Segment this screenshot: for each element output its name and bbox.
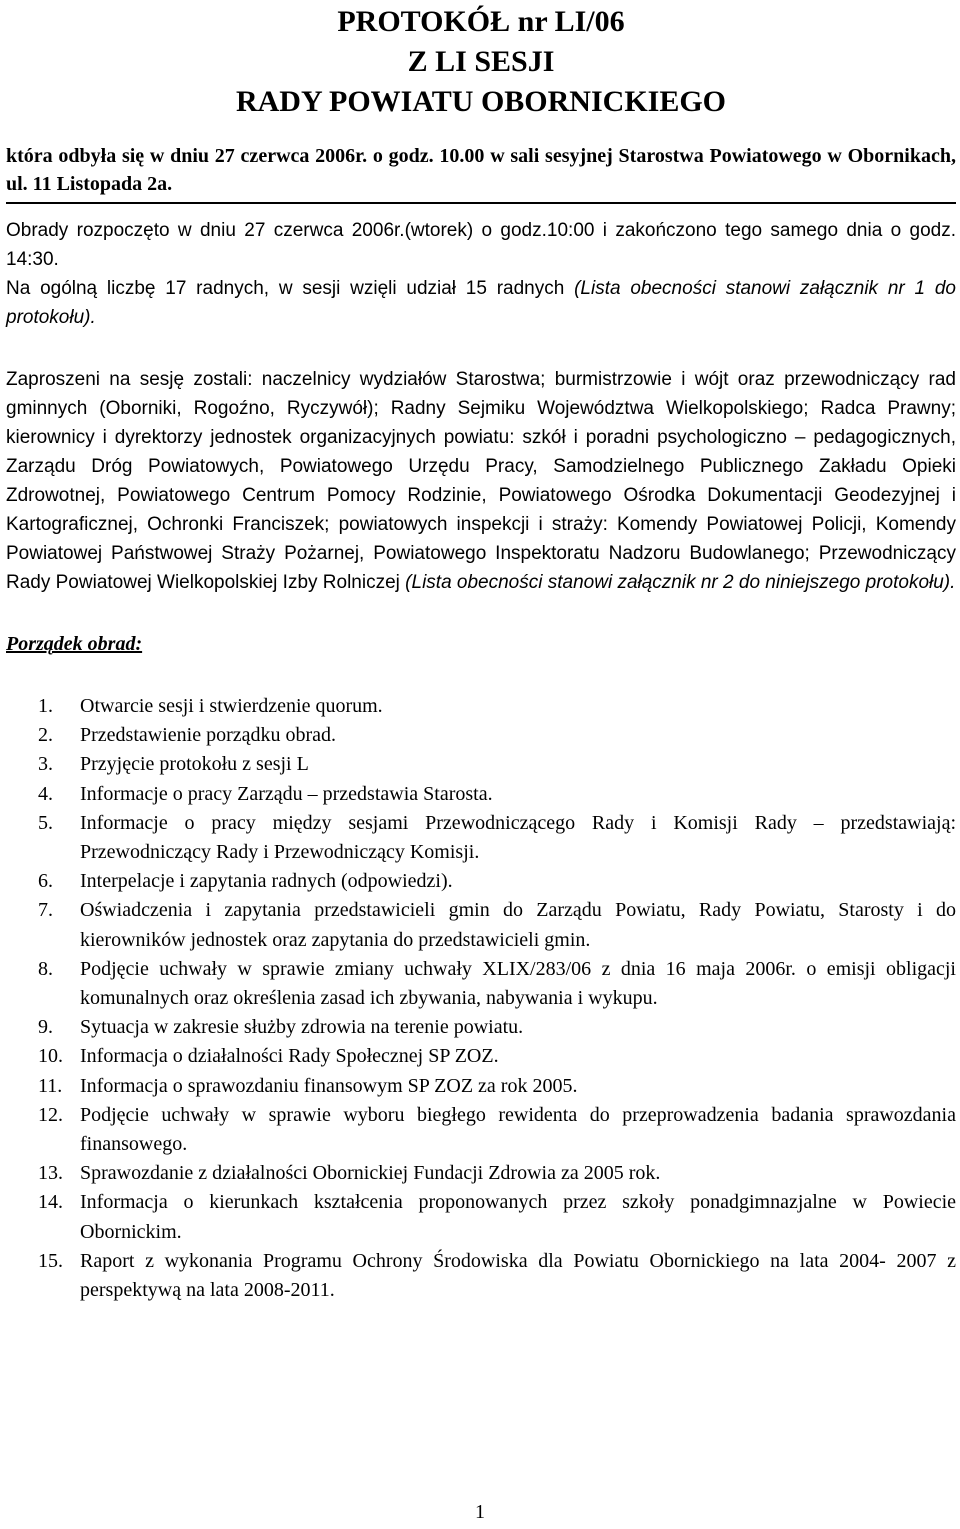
agenda-item [6,1042,956,1071]
agenda-item-number: 15. [38,1249,63,1272]
agenda-item-text: Sprawozdanie z działalności Obornickiej Fundacji Zdrowia za 2005 rok. [80,1162,661,1185]
attendance-text: Na ogólną liczbę 17 radnych, w sesji wzięli udział 15 radnych [6,278,575,299]
agenda-item-number: 8. [38,957,53,980]
agenda-list [6,692,956,1305]
agenda-item [6,896,956,954]
invited-paragraph [6,365,956,597]
document-page [6,0,956,1305]
invited-text: Zaproszeni na sesję zostali: naczelnicy wydziałów Starostwa; burmistrzowie i wójt oraz przewodniczący rad gminnych (Oborniki, Rogoźno, Ryczywół); Radny Sejmiku Województwa Wielkopolskiego; Radca Prawny; kierownicy i dyrektorzy jednostek organizacyjnych powiatu: szkół i poradni psychologiczno – pedagogicznych, Zarządu Dróg Powiatowych, Powiatowego Urzędu Pracy, Samodzielnego Publicznego Zakładu Opieki Zdrowotnej, Powiatowego Centrum Pomocy Rodzinie, Powiatowego Ośrodka Dokumentacji Geodezyjnej i Kartograficznej, Ochronki Franciszek; powiatowych inspekcji i straży: Komendy Powiatowej Policji, Komendy Powiatowej Państwowej Straży Pożarnej, Powiatowego Inspektoratu Nadzoru Budowlanego; Przewodniczący Rady Powiatowej Wielkopolskiej Izby Rolniczej [6,369,956,593]
agenda-item-text: Sytuacja w zakresie służby zdrowia na terenie powiatu. [80,1016,524,1039]
agenda-item [6,1188,956,1246]
agenda-item-text: Informacja o kierunkach kształcenia proponowanych przez szkoły ponadgimnazjalne w Powiecie Obornickim. [80,1191,956,1243]
attendance-paragraph [6,274,956,332]
agenda-item-number: 7. [38,899,53,922]
title-line-2: Z LI SESJI [407,45,555,78]
agenda-item-text: Przedstawienie porządku obrad. [80,724,337,747]
agenda-item-number: 9. [38,1016,53,1039]
agenda-item [6,1247,956,1305]
agenda-item-number: 1. [38,695,53,717]
agenda-item-number: 11. [38,1074,63,1097]
agenda-item [6,1101,956,1159]
agenda-item-text: Podjęcie uchwały w sprawie wyboru biegłego rewidenta do przeprowadzenia badania sprawozdania finansowego. [80,1103,956,1156]
agenda-item [6,721,956,750]
agenda-item-text: Podjęcie uchwały w sprawie zmiany uchwały XLIX/283/06 z dnia 16 maja 2006r. o emisji obligacji komunalnych oraz określenia zasad ich zbywania, nabywania i wykupu. [80,957,956,1010]
agenda-item-text: Przyjęcie protokołu z sesji L [80,753,309,776]
document-title [6,2,956,122]
agenda-item [6,1072,956,1101]
agenda-item-text: Informacja o sprawozdaniu finansowym SP ZOZ za rok 2005. [80,1074,578,1097]
session-intro: która odbyła się w dniu 27 czerwca 2006r. o godz. 10.00 w sali sesyjnej Starostwa Powiatowego w Obornikach, ul. 11 Listopada 2a. [6,142,956,204]
agenda-item [6,692,956,721]
agenda-item [6,780,956,809]
agenda-item-text: Informacja o działalności Rady Społecznej SP ZOZ. [80,1045,499,1068]
agenda-item [6,750,956,779]
attendance-note: (Lista obecności stanowi załącznik nr 1 do protokołu). [6,278,956,328]
agenda-item-number: 10. [38,1045,63,1068]
agenda-item [6,867,956,896]
agenda-heading: Porządek obrad: [6,633,143,655]
agenda-item-number: 13. [38,1162,63,1185]
agenda-item-text: Informacje o pracy między sesjami Przewodniczącego Rady i Komisji Rady – przedstawiają: Przewodniczący Rady i Przewodniczący Komisji. [80,811,956,864]
agenda-item-text: Otwarcie sesji i stwierdzenie quorum. [80,695,383,717]
page-number: 1 [475,1501,485,1523]
agenda-item [6,1013,956,1042]
agenda-item-number: 12. [38,1103,63,1126]
agenda-item-number: 14. [38,1191,63,1214]
agenda-item [6,809,956,867]
agenda-item-number: 6. [38,870,53,893]
agenda-item [6,1159,956,1188]
agenda-item-number: 4. [38,782,53,805]
agenda-item [6,955,956,1013]
agenda-item-text: Oświadczenia i zapytania przedstawicieli gmin do Zarządu Powiatu, Rady Powiatu, Starosty i do kierowników jednostek oraz zapytania do przedstawicieli gmin. [80,899,956,951]
agenda-item-number: 2. [38,724,53,747]
agenda-item-number: 5. [38,811,53,834]
agenda-item-text: Raport z wykonania Programu Ochrony Środowiska dla Powiatu Obornickiego na lata 2004- 2007 z perspektywą na lata 2008-2011. [80,1249,956,1302]
title-line-1: PROTOKÓŁ nr LI/06 [337,5,625,38]
title-line-3: RADY POWIATU OBORNICKIEGO [235,85,727,118]
invited-note: (Lista obecności stanowi załącznik nr 2 do niniejszego protokołu). [405,572,956,593]
agenda-item-text: Informacje o pracy Zarządu – przedstawia Starosta. [80,782,493,805]
agenda-item-text: Interpelacje i zapytania radnych (odpowiedzi). [80,870,453,893]
agenda-item-number: 3. [38,753,53,776]
session-opening: Obrady rozpoczęto w dniu 27 czerwca 2006r.(wtorek) o godz.10:00 i zakończono tego samego dnia o godz. 14:30. [6,220,956,270]
